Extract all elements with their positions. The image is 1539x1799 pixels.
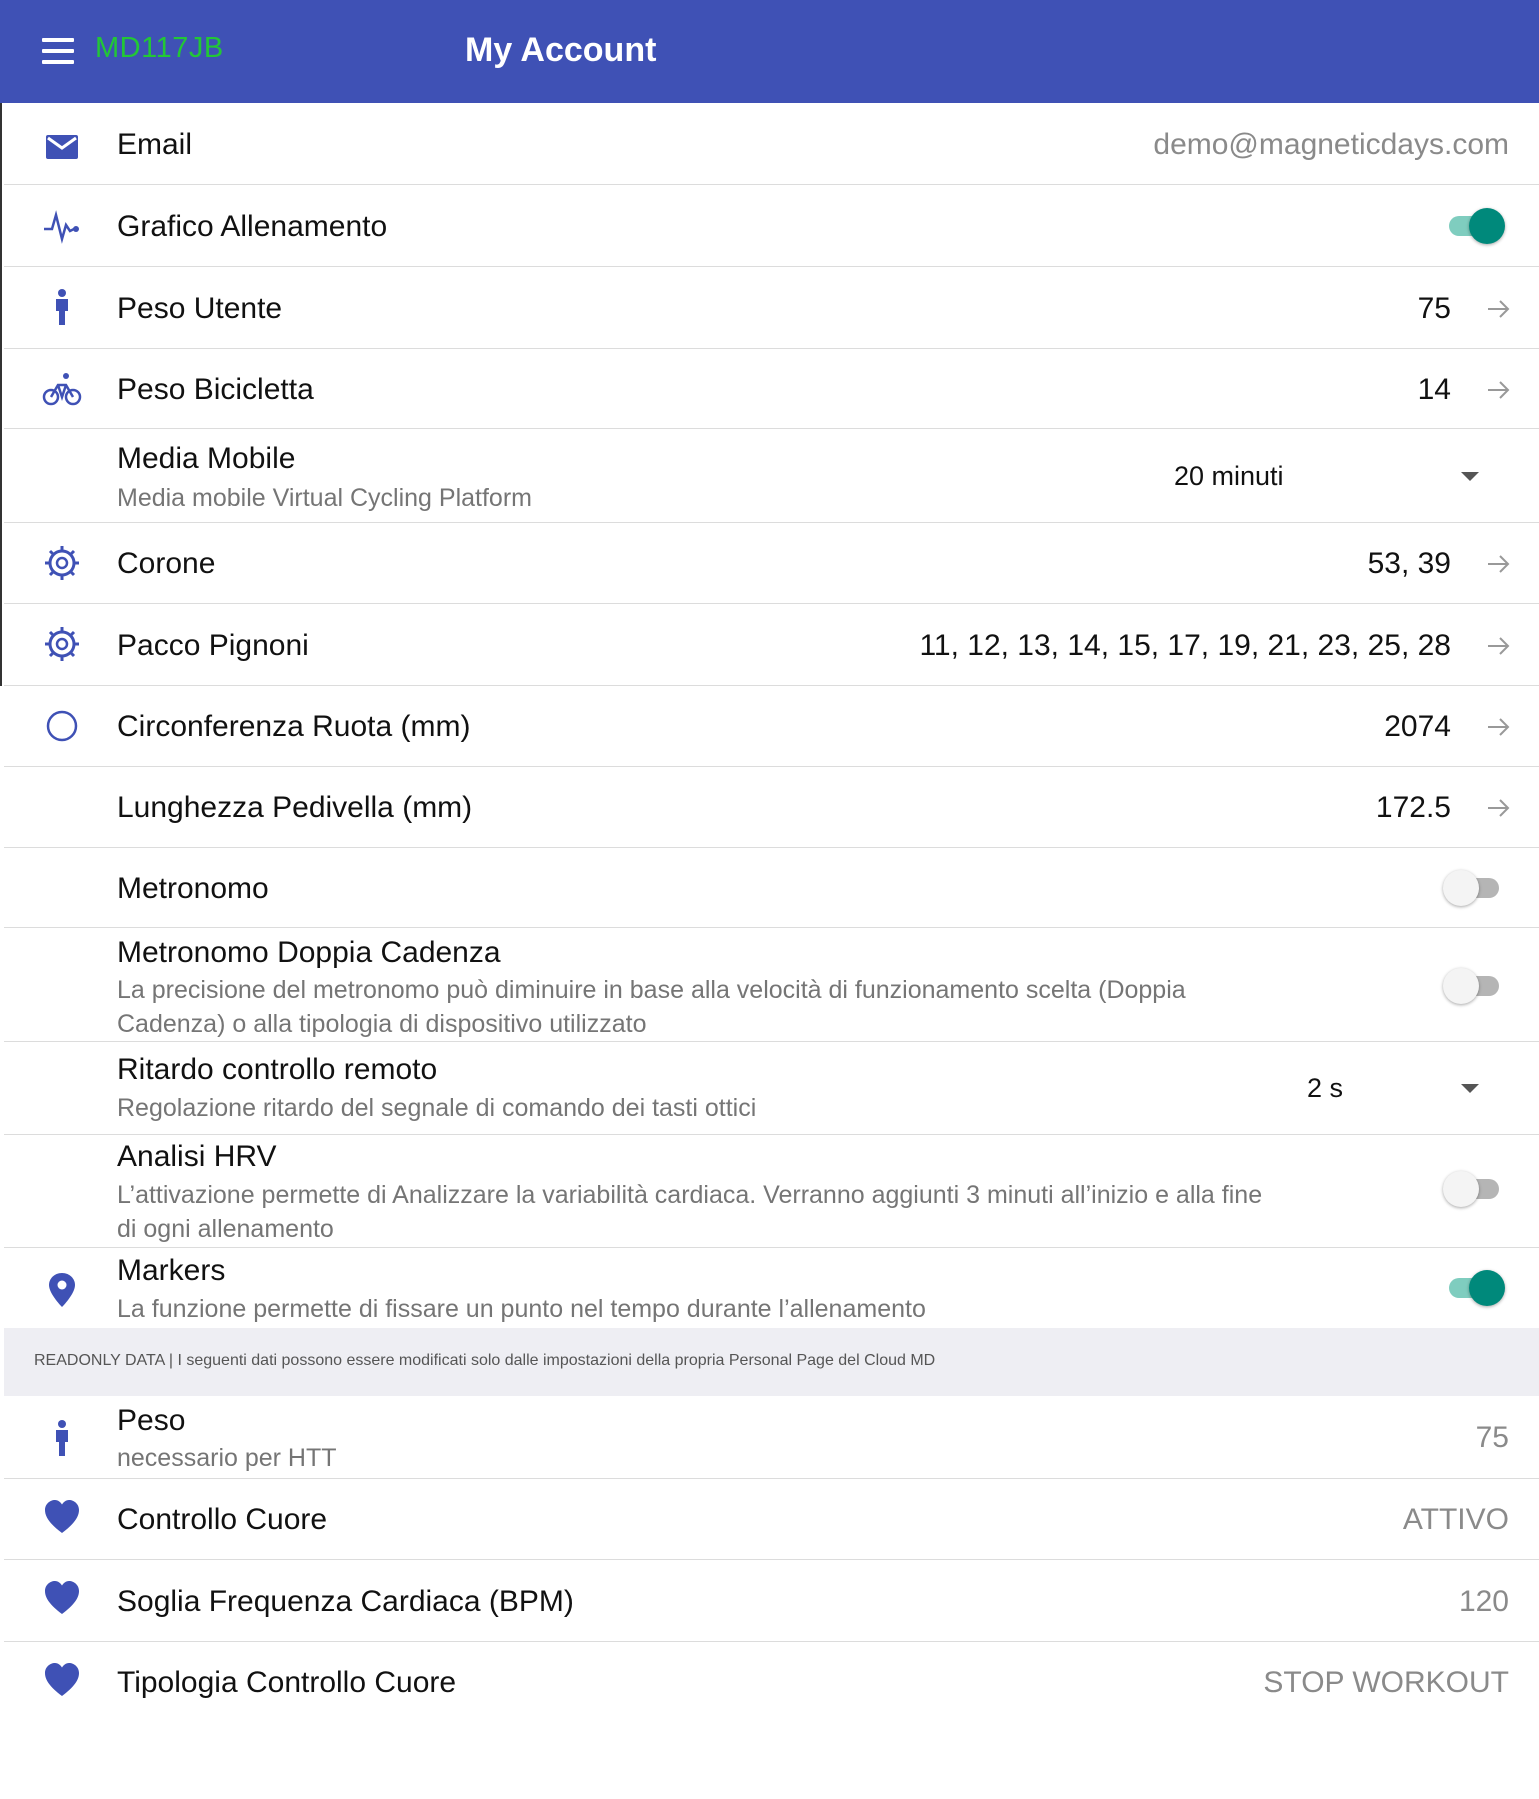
grafico-allenamento-row [4,185,1539,267]
metronomo-doppia-cadenza-label: Metronomo Doppia Cadenza [117,936,501,969]
email-label: Email [117,128,193,161]
markers-label: Markers [117,1254,226,1287]
metronomo-toggle[interactable] [1443,869,1505,907]
location-pin-icon [42,1270,82,1310]
tipologia-controllo-cuore-row [4,1642,1539,1723]
corone-label: Corone [117,547,216,580]
arrow-right-icon[interactable] [1485,295,1513,323]
person-icon [42,287,82,327]
left-divider [0,103,2,686]
markers-toggle[interactable] [1443,1269,1505,1307]
peso-readonly-subtitle: necessario per HTT [117,1444,337,1472]
peso-utente-label: Peso Utente [117,292,283,325]
chevron-down-icon[interactable] [1461,1084,1479,1093]
grafico-allenamento-label: Grafico Allenamento [117,210,388,243]
arrow-right-icon[interactable] [1485,550,1513,578]
arrow-right-icon[interactable] [1485,632,1513,660]
lunghezza-pedivella-label: Lunghezza Pedivella (mm) [117,791,473,824]
device-id: MD117JB [95,32,224,64]
peso-utente-value: 75 [1417,292,1451,325]
person-icon [42,1418,82,1458]
markers-subtitle: La funzione permette di fissare un punto nel tempo durante l’allenamento [117,1295,926,1323]
metronomo-doppia-cadenza-subtitle: La precisione del metronomo può diminuire in base alla velocità di funzionamento scelta (Doppia Cadenza) o alla tipologia di dispositivo utilizzato [117,976,1186,1038]
peso-readonly-value: 75 [1475,1421,1509,1454]
chevron-down-icon[interactable] [1461,472,1479,481]
pulse-icon [42,207,82,247]
peso-readonly-label: Peso [117,1404,186,1437]
media-mobile-row [4,429,1539,523]
analisi-hrv-toggle[interactable] [1443,1170,1505,1208]
analisi-hrv-row [4,1135,1539,1248]
peso-bicicletta-row[interactable] [4,349,1539,429]
arrow-right-icon[interactable] [1485,713,1513,741]
readonly-notice [4,1328,1539,1396]
circonferenza-ruota-value: 2074 [1384,710,1451,743]
media-mobile-label: Media Mobile [117,442,296,475]
peso-bicicletta-label: Peso Bicicletta [117,373,314,406]
controllo-cuore-label: Controllo Cuore [117,1503,328,1536]
hamburger-menu-icon[interactable] [42,38,74,64]
analisi-hrv-label: Analisi HRV [117,1140,277,1173]
ritardo-controllo-remoto-label: Ritardo controllo remoto [117,1053,438,1086]
heart-icon [42,1497,82,1537]
controllo-cuore-value: ATTIVO [1402,1503,1509,1536]
corone-row[interactable] [4,523,1539,604]
pacco-pignoni-row[interactable] [4,604,1539,686]
email-value: demo@magneticdays.com [1153,128,1509,161]
controllo-cuore-row [4,1479,1539,1560]
media-mobile-select[interactable]: 20 minuti [1174,461,1284,491]
circle-icon [42,706,82,746]
app-bar [0,0,1539,103]
soglia-frequenza-row [4,1560,1539,1642]
corone-value: 53, 39 [1367,547,1451,580]
email-row [4,103,1539,185]
arrow-right-icon[interactable] [1485,794,1513,822]
heart-icon [42,1660,82,1700]
metronomo-label: Metronomo [117,872,269,905]
metronomo-row [4,848,1539,928]
peso-bicicletta-value: 14 [1417,373,1451,406]
pacco-pignoni-label: Pacco Pignoni [117,629,309,662]
arrow-right-icon[interactable] [1485,376,1513,404]
ritardo-controllo-remoto-subtitle: Regolazione ritardo del segnale di comando dei tasti ottici [117,1094,757,1122]
peso-utente-row[interactable] [4,267,1539,349]
tipologia-controllo-cuore-value: STOP WORKOUT [1263,1666,1509,1699]
circonferenza-ruota-row[interactable] [4,686,1539,767]
mail-icon [42,127,82,167]
metronomo-doppia-cadenza-row [4,928,1539,1042]
bike-icon [42,369,82,409]
circonferenza-ruota-label: Circonferenza Ruota (mm) [117,710,471,743]
media-mobile-subtitle: Media mobile Virtual Cycling Platform [117,484,532,512]
analisi-hrv-subtitle: L’attivazione permette di Analizzare la variabilità cardiaca. Verranno aggiunti 3 minuti all’inizio e alla fine di ogni allenamento [117,1181,1263,1243]
ritardo-controllo-remoto-select[interactable]: 2 s [1307,1073,1344,1103]
gear-icon [42,624,82,664]
heart-icon [42,1578,82,1618]
lunghezza-pedivella-row[interactable] [4,767,1539,848]
lunghezza-pedivella-value: 172.5 [1375,791,1451,824]
readonly-notice-text: READONLY DATA | I seguenti dati possono essere modificati solo dalle impostazioni della propria Personal Page del Cloud MD [34,1352,936,1369]
tipologia-controllo-cuore-label: Tipologia Controllo Cuore [117,1666,457,1699]
soglia-frequenza-value: 120 [1458,1585,1509,1618]
markers-row [4,1248,1539,1328]
gear-icon [42,543,82,583]
ritardo-controllo-remoto-row [4,1042,1539,1135]
soglia-frequenza-label: Soglia Frequenza Cardiaca (BPM) [117,1585,574,1618]
page-title: My Account [465,31,657,69]
pacco-pignoni-value: 11, 12, 13, 14, 15, 17, 19, 21, 23, 25, 28 [919,629,1451,662]
metronomo-doppia-cadenza-toggle[interactable] [1443,967,1505,1005]
grafico-allenamento-toggle[interactable] [1443,207,1505,245]
peso-readonly-row [4,1396,1539,1479]
